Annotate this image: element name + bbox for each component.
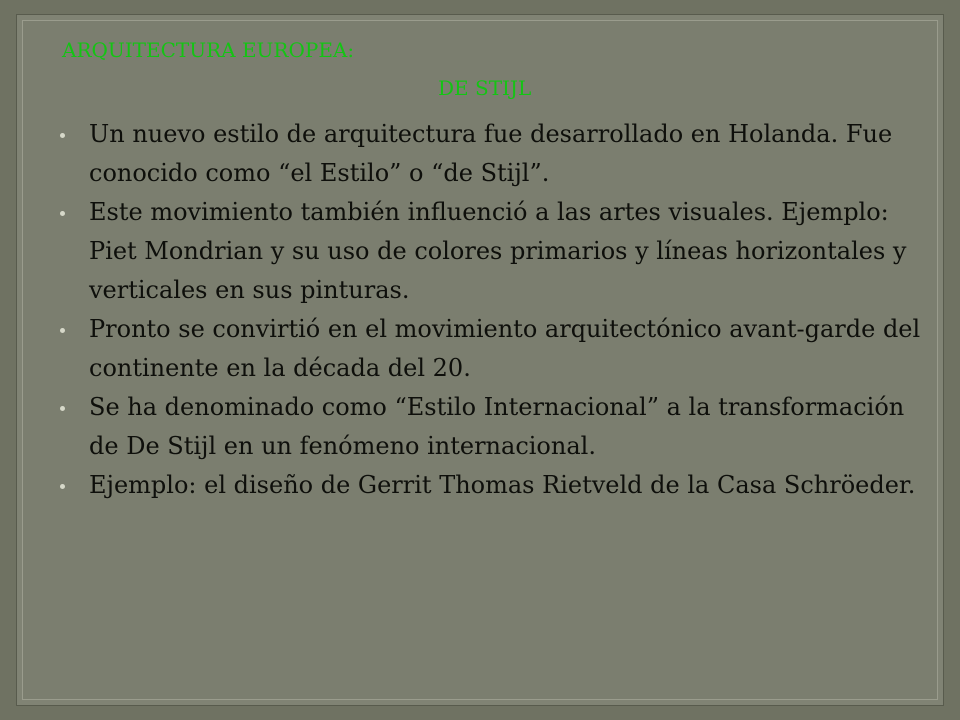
bullet-text: Este movimiento también influenció a las artes visuales. Ejemplo: Piet Mondrian y su uso de colores primarios y líneas horizontales y verticales en sus pinturas. (89, 198, 907, 304)
bullet-item (56, 466, 926, 505)
bullet-text: Un nuevo estilo de arquitectura fue desarrollado en Holanda. Fue conocido como “el Estilo” o “de Stijl”. (89, 120, 893, 187)
bullet-list (56, 115, 926, 505)
bullet-dot-icon (60, 328, 65, 333)
bullet-text: Se ha denominado como “Estilo Internacional” a la transformación de De Stijl en un fenómeno internacional. (89, 393, 905, 460)
bullet-text: Ejemplo: el diseño de Gerrit Thomas Rietveld de la Casa Schröeder. (89, 471, 916, 499)
slide-content (40, 30, 930, 690)
bullet-text: Pronto se convirtió en el movimiento arquitectónico avant-garde del continente en la década del 20. (89, 315, 921, 382)
bullet-item (56, 388, 926, 466)
bullet-dot-icon (60, 484, 65, 489)
slide-title: ARQUITECTURA EUROPEA: (62, 38, 355, 62)
bullet-item (56, 310, 926, 388)
bullet-item (56, 193, 926, 310)
bullet-item (56, 115, 926, 193)
slide-subtitle: DE STIJL (438, 76, 532, 100)
bullet-dot-icon (60, 406, 65, 411)
bullet-dot-icon (60, 133, 65, 138)
bullet-dot-icon (60, 211, 65, 216)
